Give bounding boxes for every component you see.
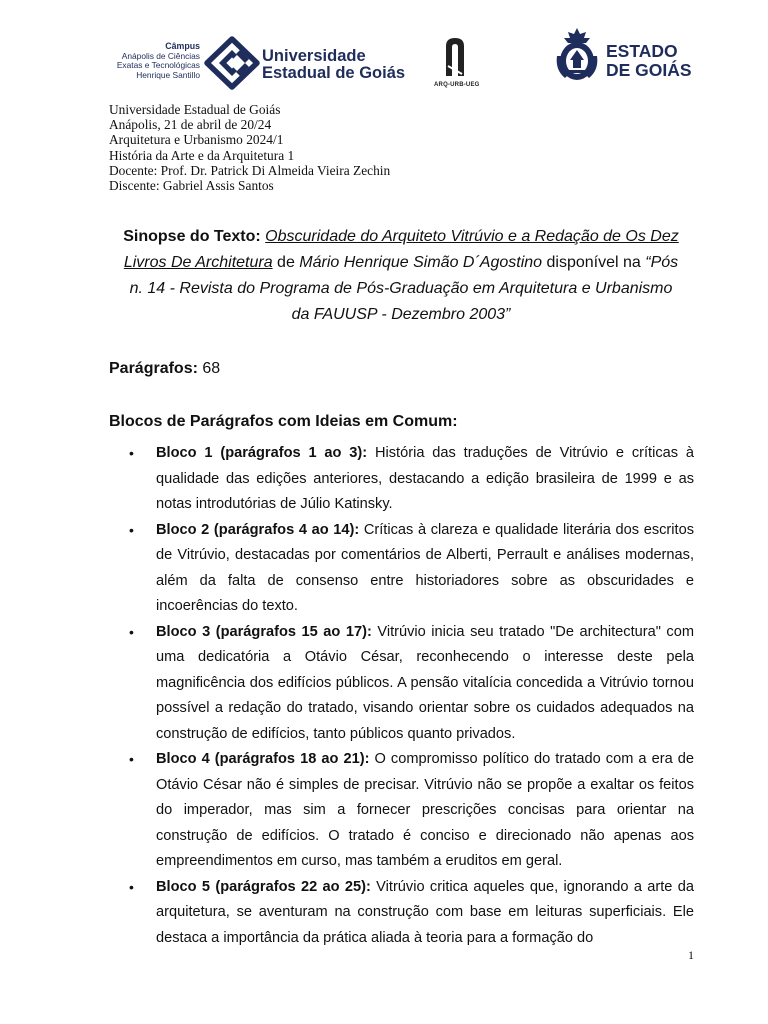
synopsis-line-2 xyxy=(108,250,694,276)
block-text: Críticas à clareza e qualidade literária dos escritos de Vitrúvio, destacadas por comentários de Alberti, Perrault e análises modernas, além da falta de consenso entre historiadores sobre as obscuridades e incoerências do texto. xyxy=(156,521,694,614)
block-text: Vitrúvio critica aqueles que, ignorando a arte da arquitetura, se aventuram na construção com base em leituras superficiais. Ele destaca a importância da prática aliada à teoria para a formação do xyxy=(156,878,694,946)
list-item xyxy=(109,518,694,620)
synopsis-source-part-2: n. 14 - Revista do Programa de Pós-Graduação em Arquitetura e Urbanismo xyxy=(129,280,673,297)
campus-title: Câmpus xyxy=(165,41,200,51)
info-line: História da Arte e da Arquitetura 1 xyxy=(109,147,295,163)
logo-header xyxy=(106,36,696,92)
campus-line: Exatas e Tecnológicas xyxy=(116,60,200,71)
university-name-line1: Universidade xyxy=(262,47,366,65)
paragraph-count-value: 68 xyxy=(197,360,221,377)
campus-line: Anápolis de Ciências xyxy=(121,50,200,61)
info-line: Anápolis, 21 de abril de 20/24 xyxy=(109,117,272,133)
paragraph-count-label: Parágrafos: xyxy=(109,360,198,377)
block-text: O compromisso político do tratado com a era de Otávio César não é simples de precisar. Vitrúvio não se propõe a exaltar os feitos do imperador, mas sim a fornecer prescrições concisas para orientar na construção de edifícios. O tratado é conciso e direcionado não apenas aos empreendimentos em curso, mas também a eruditos em geral. xyxy=(156,751,694,869)
block-label: Bloco 1 (parágrafos 1 ao 3): xyxy=(156,445,368,461)
block-label: Bloco 3 (parágrafos 15 ao 17): xyxy=(156,623,372,640)
list-item xyxy=(109,441,694,518)
bullet-icon: • xyxy=(129,445,134,461)
block-text: História das traduções de Vitrúvio e críticas à qualidade das edições anteriores, destacando a edição brasileira de 1999 e as notas introdutórias de Júlio Katinsky. xyxy=(156,445,695,512)
info-line: Universidade Estadual de Goiás xyxy=(109,102,281,117)
arq-logo-text: ARQ-URB-UEG xyxy=(434,82,480,88)
arq-urb-ueg-logo-icon xyxy=(443,36,467,78)
block-text: Vitrúvio inicia seu tratado "De architectura" com uma dedicatória a Otávio César, reconhecendo o interesse deste pela magnificência dos edifícios públicos. A pensão vitalícia concedida a Vitrúvio tornou possível a redação do tratado, visando orientar sobre os cuidados adequados na construção de edifícios, tanto públicos quanto privados. xyxy=(156,623,694,742)
campus-line: Henrique Santillo xyxy=(136,69,200,80)
synopsis-available: disponível na xyxy=(542,254,646,271)
list-item xyxy=(109,747,694,875)
synopsis-heading xyxy=(108,224,694,328)
synopsis-connector: de xyxy=(272,254,300,271)
campus-label xyxy=(106,42,200,80)
bullet-icon: • xyxy=(129,623,134,640)
university-name-line2: Estadual de Goiás xyxy=(262,64,406,82)
institution-info xyxy=(109,102,390,193)
goias-coat-of-arms-icon xyxy=(553,26,601,84)
synopsis-author: Mário Henrique Simão D´Agostino xyxy=(299,254,543,271)
bullet-icon: • xyxy=(129,878,134,895)
blocks-title: Blocos de Parágrafos com Ideias em Comum: xyxy=(109,413,458,430)
page-number: 1 xyxy=(688,948,694,962)
bullet-icon: • xyxy=(129,751,134,767)
synopsis-source-part-3: da FAUUSP - Dezembro 2003” xyxy=(291,306,511,323)
list-item xyxy=(109,620,694,748)
state-name xyxy=(606,42,692,80)
blocks-list xyxy=(109,441,694,951)
synopsis-title-part-2: Livros De Architetura xyxy=(123,254,273,271)
bullet-icon: • xyxy=(129,521,134,538)
info-line: Docente: Prof. Dr. Patrick Di Almeida Vieira Zechin xyxy=(109,162,391,178)
list-item xyxy=(109,875,694,952)
university-name xyxy=(262,48,405,82)
synopsis-title-part-1: Obscuridade do Arquiteto Vitrúvio e a Redação de Os Dez xyxy=(265,228,679,245)
block-label: Bloco 2 (parágrafos 4 ao 14): xyxy=(156,521,360,538)
block-label: Bloco 4 (parágrafos 18 ao 21): xyxy=(156,751,370,767)
ueg-logo-icon xyxy=(203,36,261,90)
synopsis-label: Sinopse do Texto: xyxy=(123,228,261,245)
state-name-line1: ESTADO xyxy=(606,41,678,61)
synopsis-line-1 xyxy=(108,224,694,250)
info-line: Discente: Gabriel Assis Santos xyxy=(109,178,274,194)
block-label: Bloco 5 (parágrafos 22 ao 25): xyxy=(156,878,371,895)
synopsis-source-part-1: “Pós xyxy=(645,254,679,271)
state-name-line2: DE GOIÁS xyxy=(606,60,692,80)
paragraph-count xyxy=(109,357,220,381)
info-line: Arquitetura e Urbanismo 2024/1 xyxy=(109,132,284,148)
